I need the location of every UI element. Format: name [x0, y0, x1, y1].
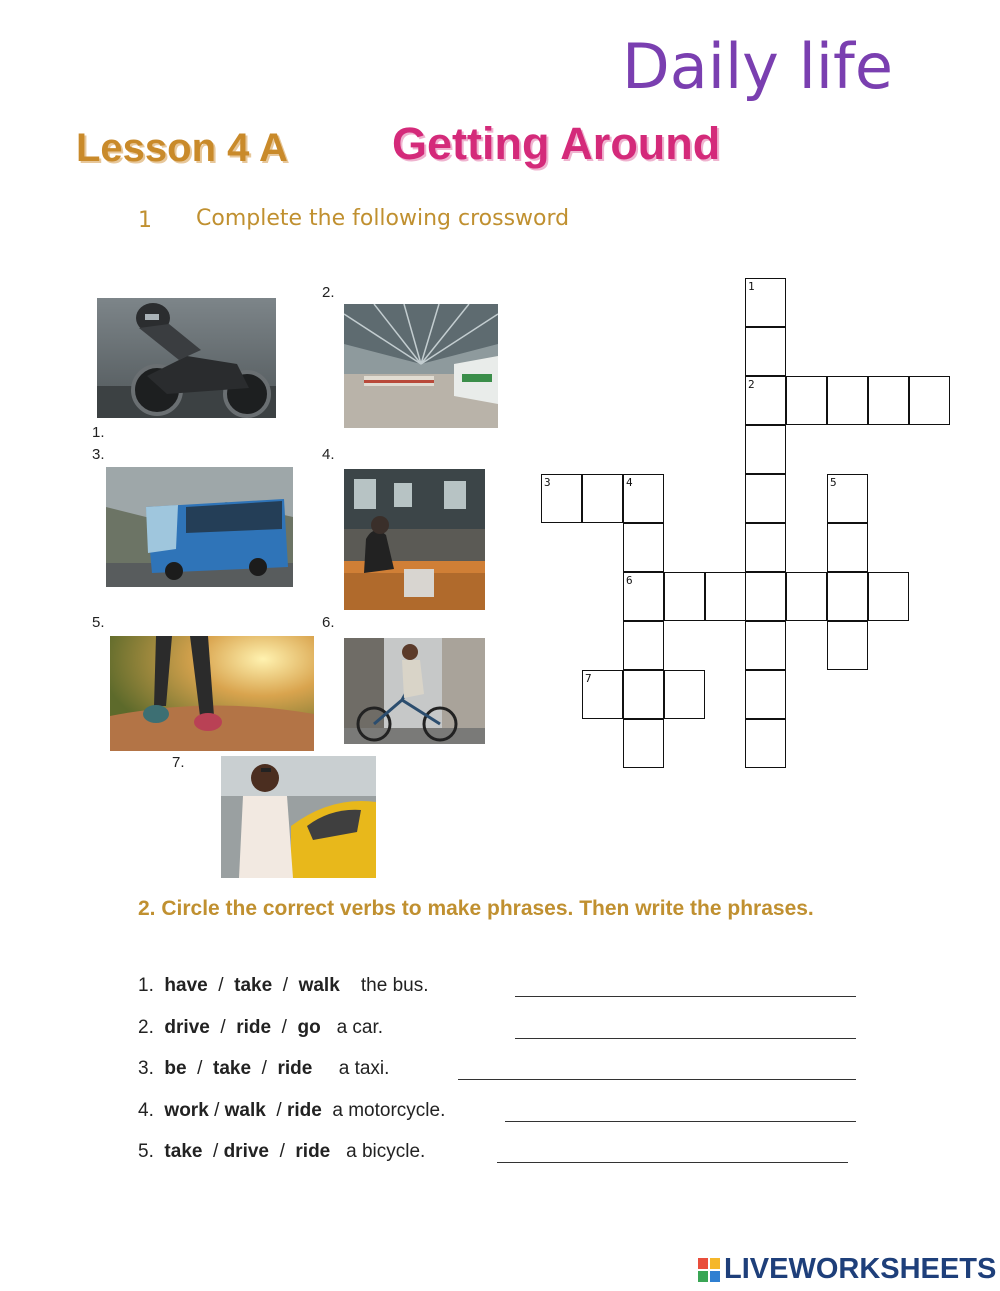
photo-label-6: 6. — [322, 614, 335, 631]
crossword-cell[interactable] — [827, 621, 868, 670]
crossword-cell[interactable] — [623, 474, 664, 523]
item-number: 3. — [138, 1058, 154, 1079]
verb-option[interactable]: ride — [286, 1100, 322, 1121]
phrase-item-5 — [138, 1141, 425, 1163]
crossword-cell[interactable] — [582, 474, 623, 523]
answer-line-4[interactable] — [505, 1121, 856, 1122]
train-station-photo — [344, 304, 498, 428]
verb-option[interactable]: work — [164, 1100, 209, 1121]
verb-option[interactable]: be — [164, 1058, 187, 1079]
crossword-cell[interactable] — [745, 621, 786, 670]
separator: / — [213, 1141, 219, 1162]
crossword-cell[interactable] — [664, 670, 705, 719]
photo-label-2: 2. — [322, 284, 335, 301]
separator: / — [281, 1017, 287, 1038]
photo-label-7: 7. — [172, 754, 185, 771]
crossword-cell[interactable] — [868, 572, 909, 621]
crossword-cell[interactable] — [541, 474, 582, 523]
separator: / — [279, 1141, 285, 1162]
verb-option[interactable]: ride — [295, 1141, 331, 1162]
crossword-cell[interactable] — [827, 474, 868, 523]
phrase-object: the bus. — [360, 975, 429, 996]
crossword-cell[interactable] — [623, 621, 664, 670]
answer-line-2[interactable] — [515, 1038, 856, 1039]
phrase-item-3 — [138, 1058, 389, 1080]
verb-option[interactable]: walk — [298, 975, 340, 996]
exercise-1-instruction: Complete the following crossword — [196, 206, 570, 231]
separator: / — [276, 1100, 282, 1121]
item-number: 4. — [138, 1100, 154, 1121]
photo-label-5: 5. — [92, 614, 105, 631]
crossword-cell[interactable] — [623, 523, 664, 572]
separator: / — [214, 1100, 220, 1121]
crossword-cell[interactable] — [745, 327, 786, 376]
separator: / — [220, 1017, 226, 1038]
crossword-cell[interactable] — [623, 670, 664, 719]
crossword-cell[interactable] — [786, 572, 827, 621]
verb-option[interactable]: have — [164, 975, 208, 996]
clue-number: 5 — [830, 476, 837, 489]
phrase-object: a taxi. — [338, 1058, 390, 1079]
bus-photo — [106, 467, 293, 587]
crossword-cell[interactable] — [745, 719, 786, 768]
answer-line-5[interactable] — [497, 1162, 848, 1163]
item-number: 1. — [138, 975, 154, 996]
phrase-item-4 — [138, 1100, 445, 1122]
verb-option[interactable]: take — [164, 1141, 203, 1162]
photo-label-1: 1. — [92, 424, 105, 441]
phrase-object: a motorcycle. — [332, 1100, 446, 1121]
clue-number: 4 — [626, 476, 633, 489]
separator: / — [218, 975, 224, 996]
phrase-object: a car. — [336, 1017, 384, 1038]
phrase-object: a bicycle. — [346, 1141, 426, 1162]
clue-number: 7 — [585, 672, 592, 685]
worksheet-title: Daily life — [622, 30, 894, 103]
crossword-cell[interactable] — [909, 376, 950, 425]
bicycle-photo — [344, 638, 485, 744]
photo-label-3: 3. — [92, 446, 105, 463]
crossword-cell[interactable] — [745, 376, 786, 425]
taxi-photo — [221, 756, 376, 878]
clue-number: 3 — [544, 476, 551, 489]
crossword-cell[interactable] — [745, 474, 786, 523]
crossword-cell[interactable] — [623, 719, 664, 768]
motorcycle-photo — [97, 298, 276, 418]
subway-photo — [344, 469, 485, 610]
verb-option[interactable]: ride — [277, 1058, 313, 1079]
crossword-cell[interactable] — [745, 425, 786, 474]
verb-option[interactable]: go — [297, 1017, 321, 1038]
phrase-item-1 — [138, 975, 429, 997]
crossword-cell[interactable] — [623, 572, 664, 621]
crossword-cell[interactable] — [745, 572, 786, 621]
liveworksheets-logo-icon — [698, 1258, 720, 1282]
crossword-cell[interactable] — [786, 376, 827, 425]
crossword-cell[interactable] — [745, 523, 786, 572]
crossword-cell[interactable] — [745, 278, 786, 327]
exercise-1-number: 1 — [138, 208, 152, 233]
item-number: 5. — [138, 1141, 154, 1162]
phrase-item-2 — [138, 1017, 383, 1039]
crossword-cell[interactable] — [705, 572, 746, 621]
crossword-cell[interactable] — [868, 376, 909, 425]
verb-option[interactable]: ride — [236, 1017, 272, 1038]
clue-number: 6 — [626, 574, 633, 587]
lesson-title: Lesson 4 A — [76, 126, 288, 170]
walking-photo — [110, 636, 314, 751]
crossword-cell[interactable] — [745, 670, 786, 719]
crossword-cell[interactable] — [827, 572, 868, 621]
separator: / — [197, 1058, 203, 1079]
clue-number: 2 — [748, 378, 755, 391]
photo-label-4: 4. — [322, 446, 335, 463]
verb-option[interactable]: walk — [224, 1100, 266, 1121]
answer-line-1[interactable] — [515, 996, 856, 997]
verb-option[interactable]: drive — [223, 1141, 269, 1162]
separator: / — [282, 975, 289, 996]
brand-wordmark[interactable]: LIVEWORKSHEETS — [724, 1253, 997, 1285]
verb-option[interactable]: take — [234, 975, 273, 996]
crossword-cell[interactable] — [827, 376, 868, 425]
verb-option[interactable]: drive — [164, 1017, 210, 1038]
item-number: 2. — [138, 1017, 154, 1038]
clue-number: 1 — [748, 280, 755, 293]
crossword-cell[interactable] — [582, 670, 623, 719]
separator: / — [261, 1058, 267, 1079]
crossword-cell[interactable] — [664, 572, 705, 621]
verb-option[interactable]: take — [213, 1058, 252, 1079]
answer-line-3[interactable] — [458, 1079, 856, 1080]
exercise-2-instruction: 2. Circle the correct verbs to make phrases. Then write the phrases. — [138, 897, 814, 920]
topic-title: Getting Around — [392, 118, 721, 169]
crossword-cell[interactable] — [827, 523, 868, 572]
